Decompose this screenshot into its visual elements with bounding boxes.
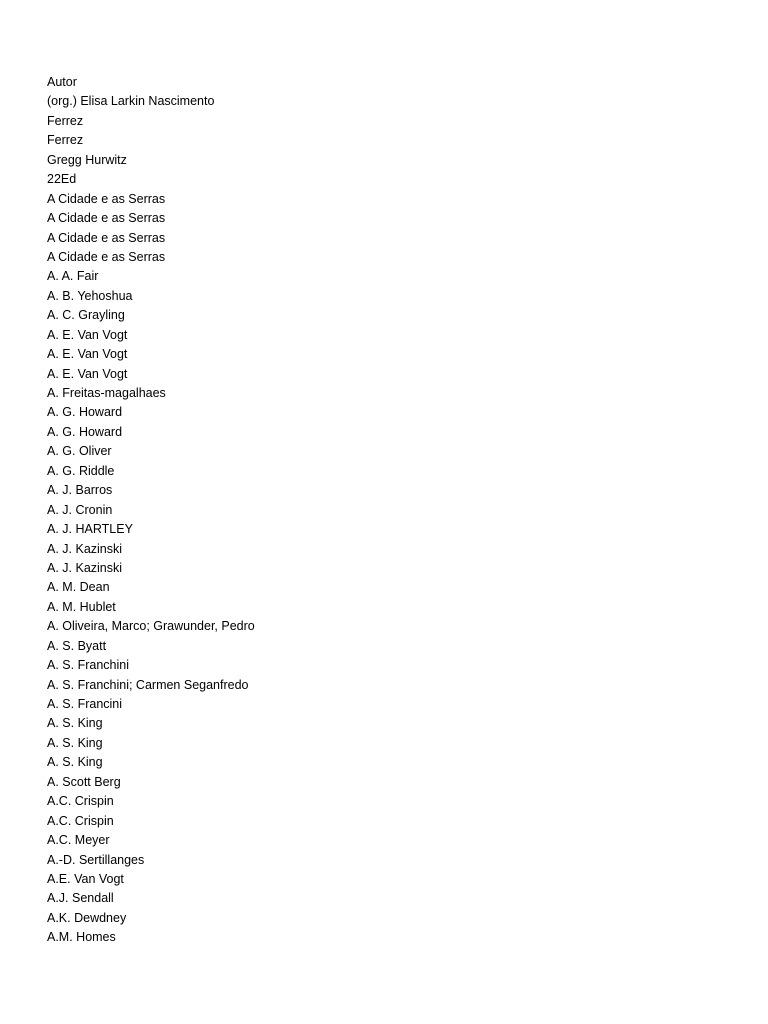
author-entry: A. Freitas-magalhaes bbox=[47, 386, 166, 400]
author-entry: A. A. Fair bbox=[47, 269, 99, 284]
author-entry: A. G. Oliver bbox=[47, 444, 112, 459]
author-entry: 22Ed bbox=[47, 172, 77, 187]
author-entry: A. S. King bbox=[47, 716, 103, 731]
author-entry: A.E. Van Vogt bbox=[47, 871, 124, 886]
author-entry: A. J. Kazinski bbox=[47, 541, 123, 556]
author-entry: A. G. Howard bbox=[47, 405, 123, 420]
author-entry: A. G. Howard bbox=[47, 424, 123, 439]
author-entry: A. S. Franchini bbox=[47, 658, 129, 673]
author-entry: A. C. Grayling bbox=[47, 308, 125, 323]
author-entry: Ferrez bbox=[47, 133, 84, 148]
author-entry: A. S. King bbox=[47, 735, 103, 750]
author-entry: Gregg Hurwitz bbox=[47, 152, 127, 167]
author-entry: A Cidade e as Serras bbox=[47, 249, 166, 264]
author-entry: A. J. Cronin bbox=[47, 502, 113, 517]
author-entry: A. M. Dean bbox=[47, 580, 110, 595]
author-list bbox=[47, 73, 255, 948]
author-entry: A. S. Francini bbox=[47, 697, 123, 711]
author-entry: A. S. Franchini; Carmen Seganfredo bbox=[47, 677, 249, 692]
author-entry: A. Oliveira, Marco; Grawunder, Pedro bbox=[47, 619, 255, 634]
author-entry: A. E. Van Vogt bbox=[47, 347, 128, 362]
author-entry: A. J. Kazinski bbox=[47, 560, 123, 575]
author-entry: A.K. Dewdney bbox=[47, 910, 127, 925]
author-entry: A Cidade e as Serras bbox=[47, 230, 166, 245]
author-entry: A Cidade e as Serras bbox=[47, 191, 166, 206]
author-entry: A. E. Van Vogt bbox=[47, 366, 128, 381]
author-entry: A. G. Riddle bbox=[47, 463, 115, 478]
author-entry: A. J. Barros bbox=[47, 483, 113, 498]
author-entry: A. Scott Berg bbox=[47, 774, 121, 789]
author-entry: A.J. Sendall bbox=[47, 891, 114, 906]
author-entry: A.M. Homes bbox=[47, 930, 116, 945]
author-entry: A. J. HARTLEY bbox=[47, 522, 133, 537]
author-entry: A. B. Yehoshua bbox=[47, 288, 133, 303]
author-entry: A Cidade e as Serras bbox=[47, 211, 166, 226]
author-entry: (org.) Elisa Larkin Nascimento bbox=[47, 94, 215, 109]
author-entry: A.-D. Sertillanges bbox=[47, 852, 145, 867]
author-entry: A. M. Hublet bbox=[47, 599, 116, 614]
author-entry: A. S. King bbox=[47, 755, 103, 770]
author-entry: A.C. Crispin bbox=[47, 813, 114, 828]
author-entry: A.C. Crispin bbox=[47, 794, 114, 809]
author-entry: Ferrez bbox=[47, 113, 84, 128]
column-header: Autor bbox=[47, 75, 77, 89]
author-entry: A. S. Byatt bbox=[47, 638, 107, 653]
author-entry: A. E. Van Vogt bbox=[47, 327, 128, 342]
author-entry: A.C. Meyer bbox=[47, 833, 110, 848]
